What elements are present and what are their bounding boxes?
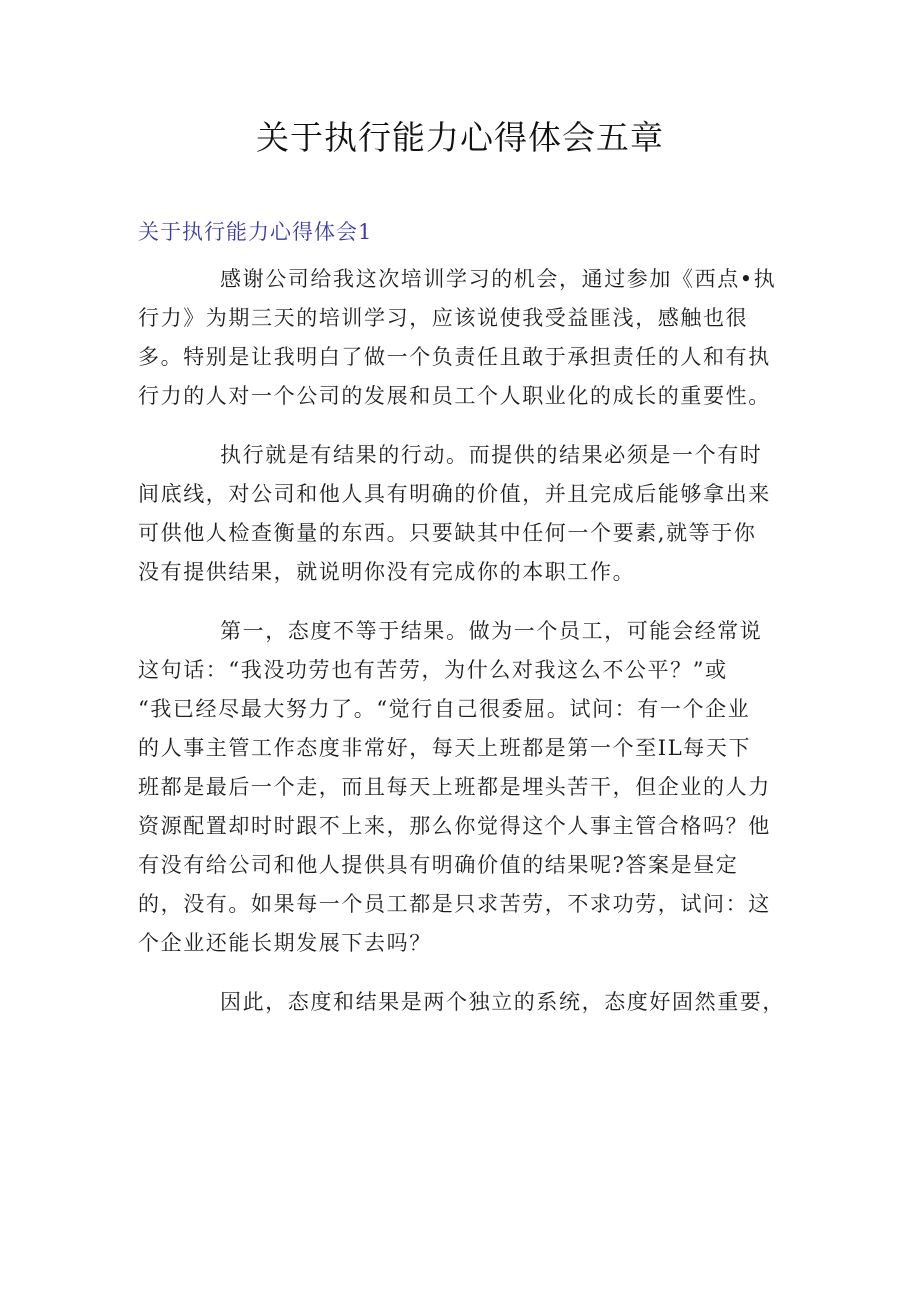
paragraph-line: 班都是最后一个走，而且每天上班都是埋头苦干，但企业的人力 bbox=[138, 775, 771, 799]
paragraph-line: 感谢公司给我这次培训学习的机会，通过参加《西点•执 bbox=[220, 267, 777, 291]
section-heading: 关于执行能力心得体会1 bbox=[138, 220, 373, 244]
document-title: 关于执行能力心得体会五章 bbox=[256, 118, 664, 157]
paragraph bbox=[138, 612, 810, 963]
paragraph-line: 行力的人对一个公司的发展和员工个人职业化的成长的重要性。 bbox=[138, 384, 771, 408]
paragraph-line: “我已经尽最大努力了。“觉行自己很委屈。试问：有一个企业 bbox=[138, 697, 751, 721]
paragraph-line: 没有提供结果，就说明你没有完成你的本职工作。 bbox=[138, 560, 636, 584]
paragraph-line: 执行就是有结果的行动。而提供的结果必须是一个有时 bbox=[220, 443, 763, 467]
paragraph bbox=[138, 983, 810, 1022]
paragraph-line: 资源配置却时时跟不上来，那么你觉得这个人事主管合格吗？他 bbox=[138, 814, 771, 838]
paragraph-line: 因此，态度和结果是两个独立的系统，态度好固然重要， bbox=[220, 990, 785, 1014]
paragraph-line: 这句话：“我没功劳也有苦劳，为什么对我这么不公平？”或 bbox=[138, 658, 728, 682]
paragraph-line: 的人事主管工作态度非常好，每天上班都是第一个至IL每天下 bbox=[138, 736, 752, 760]
paragraph-line: 第一，态度不等于结果。做为一个员工，可能会经常说 bbox=[220, 619, 763, 643]
paragraph-line: 的，没有。如果每一个员工都是只求苦劳，不求功劳，试问：这 bbox=[138, 892, 771, 916]
paragraph-line: 多。特别是让我明白了做一个负责任且敢于承担责任的人和有执 bbox=[138, 345, 771, 369]
paragraph-line: 可供他人检查衡量的东西。只要缺其中任何一个要素,就等于你 bbox=[138, 521, 757, 545]
paragraph-line: 间底线，对公司和他人具有明确的价值，并且完成后能够拿出来 bbox=[138, 482, 771, 506]
document-body bbox=[138, 260, 810, 1042]
paragraph-line: 个企业还能长期发展下去吗？ bbox=[138, 931, 432, 955]
paragraph-line: 有没有给公司和他人提供具有明确价值的结果呢?答案是昼定 bbox=[138, 853, 739, 877]
paragraph bbox=[138, 260, 810, 416]
paragraph bbox=[138, 436, 810, 592]
paragraph-line: 行力》为期三天的培训学习，应该说使我受益匪浅，感触也很 bbox=[138, 306, 749, 330]
